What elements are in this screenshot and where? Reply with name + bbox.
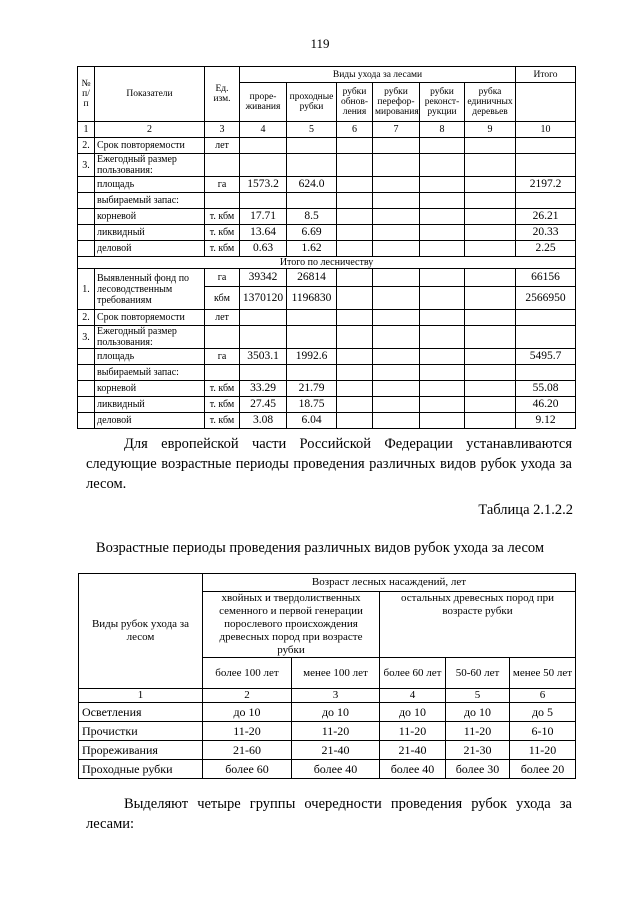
value-total: 66156 — [516, 269, 576, 287]
table-row — [78, 177, 576, 193]
value-total: 46.20 — [516, 397, 576, 413]
table-row — [79, 760, 576, 779]
section-row — [78, 257, 576, 269]
table-row — [78, 413, 576, 429]
col-num: 5 — [287, 122, 337, 138]
paragraph-intro: Для европейской части Российской Федерации устанавливаются следующие возрастные периоды проведения различных видов рубок ухода за лесом. — [86, 436, 572, 492]
row-label: выбираемый запас: — [95, 193, 205, 209]
col-num: 4 — [380, 689, 446, 703]
value-thinning: 0.63 — [240, 241, 287, 257]
row-label: выбираемый запас: — [95, 365, 205, 381]
table-row — [79, 722, 576, 741]
table-row — [78, 154, 576, 177]
row-unit: т. кбм — [205, 209, 240, 225]
header-age-group: Возраст лесных насаждений, лет — [203, 574, 576, 592]
row-value: 11-20 — [203, 722, 292, 741]
col-num: 6 — [510, 689, 576, 703]
header-types: Виды рубок ухода за лесом — [79, 574, 203, 689]
header-sub: более 60 лет — [380, 658, 446, 689]
value-thinning: 39342 — [240, 269, 287, 287]
row-value: более 40 — [292, 760, 380, 779]
header-sub: более 100 лет — [203, 658, 292, 689]
table-row — [79, 703, 576, 722]
row-label: ликвидный — [95, 225, 205, 241]
table-row — [78, 365, 576, 381]
row-value: 11-20 — [510, 741, 576, 760]
col-num: 1 — [79, 689, 203, 703]
value-thinning: 33.29 — [240, 381, 287, 397]
row-no: 3. — [78, 154, 95, 177]
value-passage: 6.04 — [287, 413, 337, 429]
value-total: 26.21 — [516, 209, 576, 225]
header-type-reconstruction: рубки реконст- рукции — [420, 83, 465, 122]
row-label: Выявленный фонд по лесоводственным требованиям — [95, 269, 205, 310]
paragraph-groups: Выделяют четыре группы очередности проведения рубок ухода за лесами: — [86, 796, 572, 832]
value-passage: 21.79 — [287, 381, 337, 397]
header-type-renewal: рубки обнов- ления — [337, 83, 373, 122]
col-num: 6 — [337, 122, 373, 138]
row-unit: кбм — [205, 287, 240, 310]
value-passage: 8.5 — [287, 209, 337, 225]
col-num: 4 — [240, 122, 287, 138]
table-row — [78, 349, 576, 365]
row-label: корневой — [95, 381, 205, 397]
row-value: 21-30 — [446, 741, 510, 760]
page-number: 119 — [310, 36, 330, 51]
col-num: 2 — [203, 689, 292, 703]
value-passage: 6.69 — [287, 225, 337, 241]
table-label: Таблица 2.1.2.2 — [478, 502, 573, 518]
table-header-row — [79, 574, 576, 592]
row-value: более 20 — [510, 760, 576, 779]
row-unit: га — [205, 269, 240, 287]
row-label: Ежегодный размер пользования: — [95, 326, 205, 349]
row-name: Прочистки — [79, 722, 203, 741]
age-periods-table — [78, 573, 576, 779]
table-row — [78, 381, 576, 397]
row-name: Прореживания — [79, 741, 203, 760]
row-label: деловой — [95, 413, 205, 429]
header-type-reformation: рубки перефор- мирования — [373, 83, 420, 122]
header-indicators: Показатели — [95, 67, 205, 122]
header-sub: 50-60 лет — [446, 658, 510, 689]
col-num: 5 — [446, 689, 510, 703]
row-unit: т. кбм — [205, 397, 240, 413]
header-type-thinning: проре- живания — [240, 83, 287, 122]
col-num: 10 — [516, 122, 576, 138]
row-unit: т. кбм — [205, 225, 240, 241]
row-no: 2. — [78, 310, 95, 326]
value-passage: 26814 — [287, 269, 337, 287]
value-passage: 1.62 — [287, 241, 337, 257]
table-title: Возрастные периоды проведения различных видов рубок ухода за лесом — [95, 540, 545, 556]
row-value: 21-40 — [292, 741, 380, 760]
section-title: Итого по лесничеству — [78, 257, 576, 269]
header-unit: Ед. изм. — [205, 67, 240, 122]
value-thinning: 27.45 — [240, 397, 287, 413]
value-total: 55.08 — [516, 381, 576, 397]
table-row — [78, 193, 576, 209]
row-label: ликвидный — [95, 397, 205, 413]
row-value: более 30 — [446, 760, 510, 779]
row-value: до 5 — [510, 703, 576, 722]
value-passage: 1196830 — [287, 287, 337, 310]
row-value: 11-20 — [380, 722, 446, 741]
table-row — [78, 225, 576, 241]
table-header-row — [78, 67, 576, 83]
row-value: до 10 — [292, 703, 380, 722]
value-total: 2197.2 — [516, 177, 576, 193]
header-total: Итого — [516, 67, 576, 83]
col-num: 8 — [420, 122, 465, 138]
value-thinning: 3503.1 — [240, 349, 287, 365]
header-type-single-tree: рубка единичных деревьев — [465, 83, 516, 122]
col-num: 2 — [95, 122, 205, 138]
value-total: 9.12 — [516, 413, 576, 429]
value-passage: 624.0 — [287, 177, 337, 193]
value-passage: 18.75 — [287, 397, 337, 413]
row-name: Проходные рубки — [79, 760, 203, 779]
row-unit: лет — [205, 310, 240, 326]
col-num: 9 — [465, 122, 516, 138]
row-name: Осветления — [79, 703, 203, 722]
row-label: Срок повторяемости — [95, 310, 205, 326]
header-conifer: хвойных и твердолиственных семенного и первой генерации порослевого происхождения древесных пород при возрасте рубки — [203, 592, 380, 658]
header-type-passage: проходные рубки — [287, 83, 337, 122]
row-value: 11-20 — [292, 722, 380, 741]
value-thinning: 1370120 — [240, 287, 287, 310]
row-label: Ежегодный размер пользования: — [95, 154, 205, 177]
row-no: 3. — [78, 326, 95, 349]
column-numbers-row — [79, 689, 576, 703]
row-label: площадь — [95, 349, 205, 365]
table-row — [78, 269, 576, 287]
table-row — [78, 397, 576, 413]
col-num: 3 — [292, 689, 380, 703]
row-no: 1. — [78, 269, 95, 310]
row-unit: т. кбм — [205, 241, 240, 257]
row-label: площадь — [95, 177, 205, 193]
row-value: 21-40 — [380, 741, 446, 760]
value-total: 2.25 — [516, 241, 576, 257]
header-no: № п/п — [78, 67, 95, 122]
value-thinning: 1573.2 — [240, 177, 287, 193]
header-other: остальных древесных пород при возрасте рубки — [380, 592, 576, 658]
row-no: 2. — [78, 138, 95, 154]
row-value: более 60 — [203, 760, 292, 779]
row-value: 21-60 — [203, 741, 292, 760]
header-sub: менее 100 лет — [292, 658, 380, 689]
value-total: 20.33 — [516, 225, 576, 241]
table-row — [78, 241, 576, 257]
row-label: Срок повторяемости — [95, 138, 205, 154]
row-label: деловой — [95, 241, 205, 257]
table-row — [78, 326, 576, 349]
value-total: 2566950 — [516, 287, 576, 310]
table-row — [78, 209, 576, 225]
col-num: 7 — [373, 122, 420, 138]
empty-cell — [516, 83, 576, 122]
value-thinning: 3.08 — [240, 413, 287, 429]
row-value: до 10 — [203, 703, 292, 722]
table-row — [79, 741, 576, 760]
column-numbers-row — [78, 122, 576, 138]
col-num: 3 — [205, 122, 240, 138]
col-num: 1 — [78, 122, 95, 138]
row-label: корневой — [95, 209, 205, 225]
row-value: до 10 — [380, 703, 446, 722]
row-unit: га — [205, 349, 240, 365]
header-types-group: Виды ухода за лесами — [240, 67, 516, 83]
value-total: 5495.7 — [516, 349, 576, 365]
value-passage: 1992.6 — [287, 349, 337, 365]
value-thinning: 17.71 — [240, 209, 287, 225]
row-value: 6-10 — [510, 722, 576, 741]
row-unit: т. кбм — [205, 381, 240, 397]
row-value: более 40 — [380, 760, 446, 779]
table-row — [78, 310, 576, 326]
value-thinning: 13.64 — [240, 225, 287, 241]
row-unit: т. кбм — [205, 413, 240, 429]
row-value: 11-20 — [446, 722, 510, 741]
header-sub: менее 50 лет — [510, 658, 576, 689]
table-row — [78, 138, 576, 154]
forest-care-table — [77, 66, 576, 429]
row-value: до 10 — [446, 703, 510, 722]
row-unit: га — [205, 177, 240, 193]
row-unit: лет — [205, 138, 240, 154]
